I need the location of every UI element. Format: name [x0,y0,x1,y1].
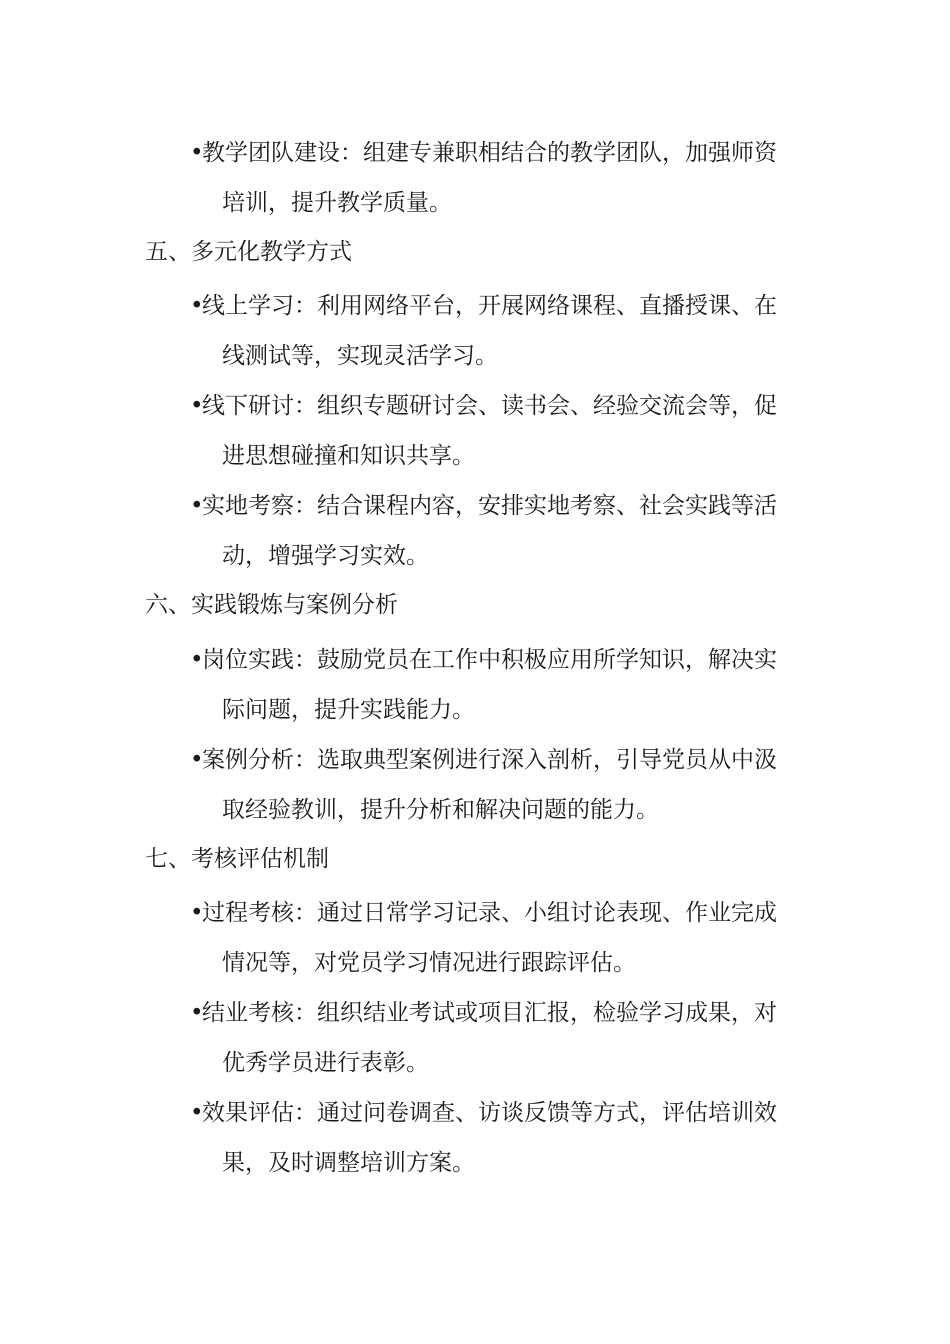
item-text-line2: 情况等，对党员学习情况进行跟踪评估。 [222,950,636,976]
bullet-item-effect-evaluation [190,1098,810,1198]
item-text-line2: 线测试等，实现灵活学习。 [222,343,498,369]
bullet-icon: • [190,647,204,673]
item-text-line2: 取经验教训，提升分析和解决问题的能力。 [222,797,659,823]
section-heading-7: 七、考核评估机制 [145,846,329,872]
bullet-item-teaching-team [190,138,810,238]
item-text-line2: 果，及时调整培训方案。 [222,1150,475,1176]
bullet-icon: • [190,1100,204,1126]
item-text-line2: 际问题，提升实践能力。 [222,697,475,723]
bullet-item-online-learning [190,291,810,391]
item-text-line1: 线下研讨：组织专题研讨会、读书会、经验交流会等，促 [202,393,777,419]
item-text-line2: 进思想碰撞和知识共享。 [222,443,475,469]
item-text-line1: 结业考核：组织结业考试或项目汇报，检验学习成果，对 [202,1000,777,1026]
item-text-line1: 过程考核：通过日常学习记录、小组讨论表现、作业完成 [202,900,777,926]
bullet-item-offline-seminar [190,391,810,491]
item-text-line1: 教学团队建设：组建专兼职相结合的教学团队，加强师资 [202,140,777,166]
bullet-item-case-analysis [190,745,810,845]
bullet-item-process-assessment [190,898,810,998]
item-text-line1: 案例分析：选取典型案例进行深入剖析，引导党员从中汲 [202,747,777,773]
bullet-item-final-assessment [190,998,810,1098]
bullet-icon: • [190,293,204,319]
bullet-icon: • [190,747,204,773]
bullet-icon: • [190,900,204,926]
bullet-icon: • [190,1000,204,1026]
bullet-item-field-visit [190,491,810,591]
item-text-line1: 实地考察：结合课程内容，安排实地考察、社会实践等活 [202,493,777,519]
bullet-icon: • [190,140,204,166]
section-heading-5: 五、多元化教学方式 [145,239,352,265]
item-text-line1: 效果评估：通过问卷调查、访谈反馈等方式，评估培训效 [202,1100,777,1126]
bullet-icon: • [190,393,204,419]
bullet-item-job-practice [190,645,810,745]
item-text-line2: 动，增强学习实效。 [222,543,429,569]
item-text-line1: 岗位实践：鼓励党员在工作中积极应用所学知识，解决实 [202,647,777,673]
item-text-line1: 线上学习：利用网络平台，开展网络课程、直播授课、在 [202,293,777,319]
section-heading-6: 六、实践锻炼与案例分析 [145,592,398,618]
item-text-line2: 优秀学员进行表彰。 [222,1050,429,1076]
item-text-line2: 培训，提升教学质量。 [222,190,452,216]
bullet-icon: • [190,493,204,519]
